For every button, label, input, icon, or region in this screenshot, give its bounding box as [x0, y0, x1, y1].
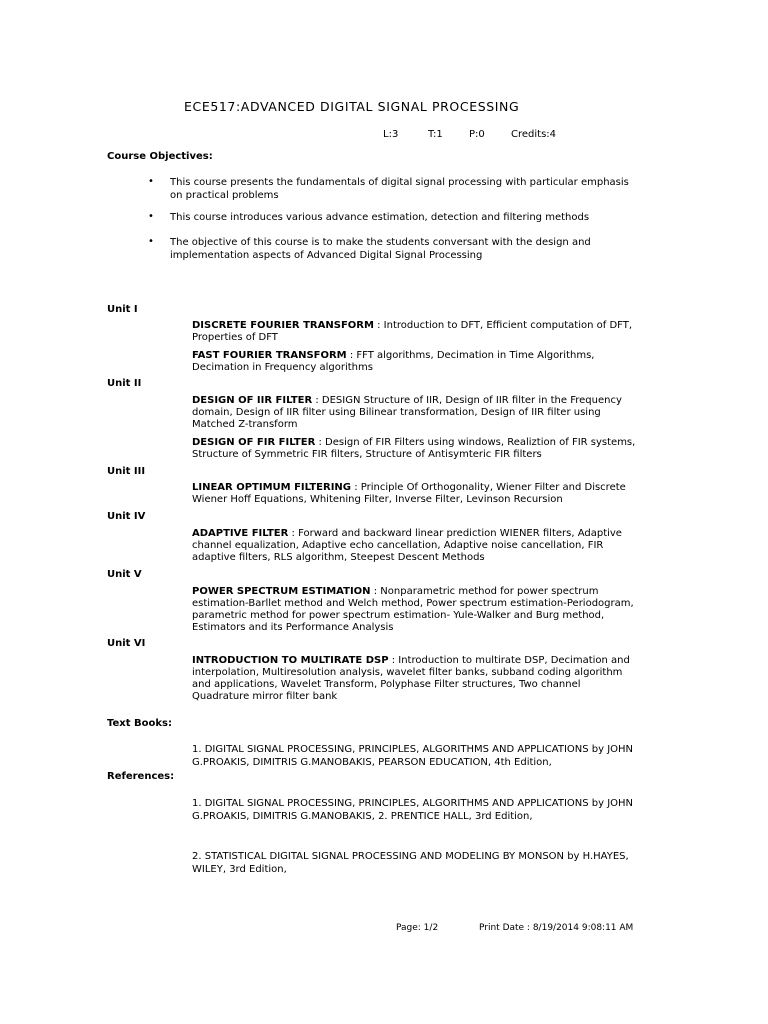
topic-separator: : [388, 655, 399, 666]
topic-separator: : [312, 395, 322, 406]
bullet-marker: • [148, 236, 154, 247]
topic-text: Nonparametric method for power spectrum estimation-Barllet method and Welch method, Power spectrum estimation-Periodogram, parametric method for power spectrum estimation- Yule-Walker and Burg method, Estimators and its Performance Analysis [192, 586, 634, 633]
topic-text: FFT algorithms, Decimation in Time Algorithms, Decimation in Frequency algorithms [192, 350, 595, 373]
topic-title: DISCRETE FOURIER TRANSFORM [192, 320, 374, 331]
topic-separator: : [370, 586, 381, 597]
unit-topic [192, 320, 640, 344]
unit-topic [192, 655, 640, 703]
unit-topic [192, 395, 640, 431]
topic-title: INTRODUCTION TO MULTIRATE DSP [192, 655, 389, 666]
credits-count: Credits:4 [511, 129, 557, 140]
topic-text: Principle Of Orthogonality, Wiener Filter and Discrete Wiener Hoff Equations, Whitening Filter, Inverse Filter, Levinson Recursion [192, 482, 626, 505]
unit-topic [192, 437, 640, 461]
topic-title: DESIGN OF IIR FILTER [192, 395, 313, 406]
objective-item: This course introduces various advance estimation, detection and filtering methods [170, 212, 590, 223]
objectives-heading: Course Objectives: [107, 151, 213, 162]
topic-text: Forward and backward linear prediction WIENER filters, Adaptive channel equalization, Adaptive echo cancellation, Adaptive noise cancellation, FIR adaptive filters, RLS algorithm, Steepest Descent Methods [192, 528, 622, 563]
topic-title: DESIGN OF FIR FILTER [192, 437, 316, 448]
topic-title: LINEAR OPTIMUM FILTERING [192, 482, 352, 493]
topic-separator: : [315, 437, 326, 448]
unit-label: Unit III [107, 466, 146, 477]
references-heading: References: [107, 771, 175, 782]
unit-label: Unit II [107, 378, 142, 389]
topic-separator: : [346, 350, 357, 361]
practical-hours: P:0 [469, 129, 485, 140]
print-date: Print Date : 8/19/2014 9:08:11 AM [479, 923, 634, 933]
topic-separator: : [351, 482, 361, 493]
textbook-item: 1. DIGITAL SIGNAL PROCESSING, PRINCIPLES, ALGORITHMS AND APPLICATIONS by JOHN G.PROAKIS, DIMITRIS G.MANOBAKIS, PEARSON EDUCATION, 4th Edition, [192, 744, 634, 768]
unit-topic [192, 350, 640, 374]
objective-item: The objective of this course is to make the students conversant with the design and implementation aspects of Advanced Digital Signal Processing [170, 237, 591, 261]
topic-text: Design of FIR Filters using windows, Realiztion of FIR systems, Structure of Symmetric FIR filters, Structure of Antisymteric FIR filters [192, 437, 636, 460]
bullet-marker: • [148, 211, 154, 222]
unit-topic [192, 528, 640, 564]
topic-text: Introduction to multirate DSP, Decimation and interpolation, Multiresolution analysis, wavelet filter banks, subband coding algorithm and applications, Wavelet Transform, Polyphase Filter structures, Two channel Quadrature mirror filter bank [192, 655, 630, 702]
unit-label: Unit VI [107, 638, 146, 649]
reference-item: 2. STATISTICAL DIGITAL SIGNAL PROCESSING AND MODELING BY MONSON by H.HAYES, WILEY, 3rd Edition, [192, 851, 629, 875]
lecture-hours: L:3 [383, 129, 399, 140]
topic-text: Introduction to DFT, Efficient computation of DFT, Properties of DFT [192, 320, 633, 343]
document-title: ECE517:ADVANCED DIGITAL SIGNAL PROCESSING [184, 99, 520, 114]
page-number: Page: 1/2 [396, 923, 439, 933]
topic-separator: : [373, 320, 384, 331]
unit-topic [192, 586, 640, 634]
topic-text: DESIGN Structure of IIR, Design of IIR filter in the Frequency domain, Design of IIR filter using Bilinear transformation, Design of IIR filter using Matched Z-transform [192, 395, 622, 430]
unit-label: Unit V [107, 569, 142, 580]
topic-separator: : [288, 528, 299, 539]
topic-title: ADAPTIVE FILTER [192, 528, 289, 539]
textbooks-heading: Text Books: [107, 718, 172, 729]
unit-label: Unit I [107, 304, 138, 315]
topic-title: FAST FOURIER TRANSFORM [192, 350, 347, 361]
unit-topic [192, 482, 640, 506]
topic-title: POWER SPECTRUM ESTIMATION [192, 586, 371, 597]
unit-label: Unit IV [107, 511, 146, 522]
tutorial-hours: T:1 [428, 129, 443, 140]
objective-item: This course presents the fundamentals of digital signal processing with particular emphasis on practical problems [170, 177, 629, 201]
bullet-marker: • [148, 176, 154, 187]
reference-item: 1. DIGITAL SIGNAL PROCESSING, PRINCIPLES, ALGORITHMS AND APPLICATIONS by JOHN G.PROAKIS, DIMITRIS G.MANOBAKIS, 2. PRENTICE HALL, 3rd Edition, [192, 798, 634, 822]
